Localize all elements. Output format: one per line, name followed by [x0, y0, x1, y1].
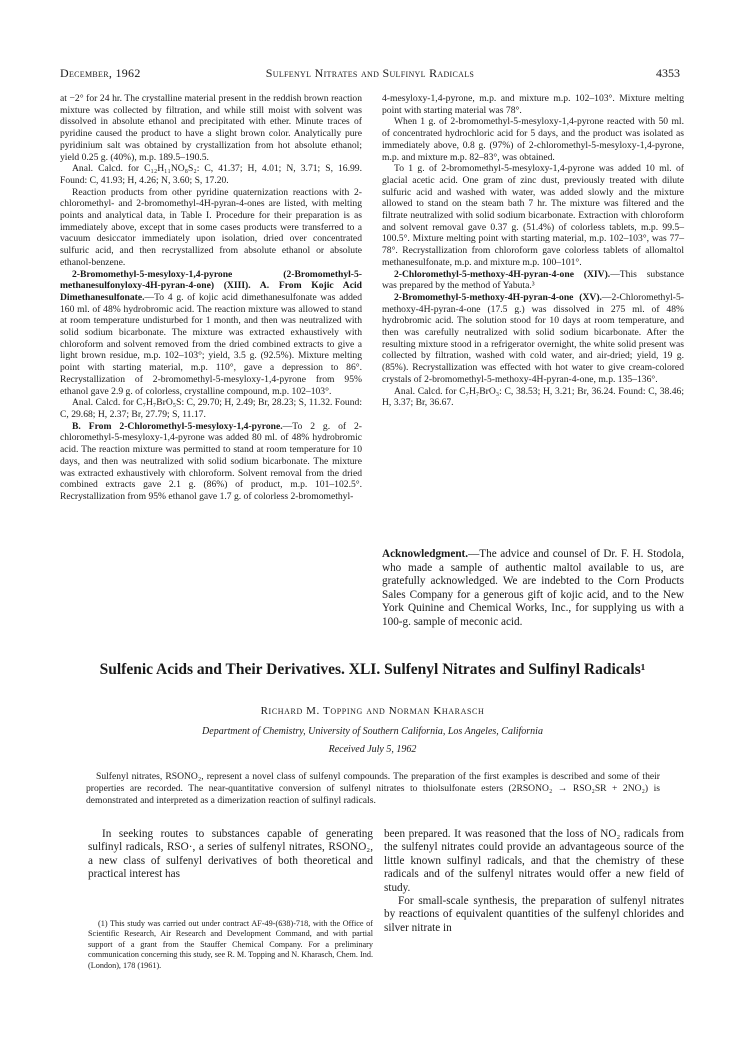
paragraph: To 1 g. of 2-bromomethyl-5-mesyloxy-1,4-pyrone was added 10 ml. of glacial acetic acid. One gram of zinc dust, previously treated with dilute sulfuric acid and washed with water, was added slowly and the mixture allowed to stand on the steam bath 7 hr. The mixture was filtered and the filtrate neutralized with solid sodium bicarbonate. Extraction with chloroform and solvent removal gave 0.37 g. (51.4%) of colorless tablets, m.p. 99.5–100.5°. Mixture melting point with starting material, m.p. 102–103°, was 77–78°. Recrystallization from chloroform gave colorless tablets of allomaltol methanesulfonate, m.p. and mixture m.p. 100–101°. — [382, 163, 684, 268]
analysis-paragraph: Anal. Calcd. for C₁₂H₁₁NO₈S₂: C, 41.37; H, 4.01; N, 3.71; S, 16.99. Found: C, 41.93; H, 4.26; N, 3.60; S, 17.20. — [60, 163, 362, 186]
body-paragraph: For small-scale synthesis, the preparation of sulfenyl nitrates by reactions of equivalent quantities of the sulfenyl chlorides and silver nitrate in — [384, 895, 684, 934]
procedure-text: —2-Chloromethyl-5-methoxy-4H-pyran-4-one (17.5 g.) was dissolved in 275 ml. of 48% hydrobromic acid. The solution stood for 10 days at room temperature, and then was carefully neutralized with solid sodium bicarbonate. After the resulting mixture stood in a refrigerator overnight, the white solid present was collected by filtration, washed with cold water, and air-dried; yield, 19 g. (85%). Recrystallization was effected with hot water to give cream-colored crystals of 2-bromomethyl-5-methoxy-4H-pyran-4-one, m.p. 135–136°. — [382, 291, 684, 385]
paragraph — [60, 421, 362, 503]
paragraph — [60, 269, 362, 398]
abstract — [86, 771, 660, 806]
acknowledgment — [382, 548, 684, 630]
body-left-column — [88, 828, 373, 882]
paragraph — [382, 269, 684, 292]
body-right-column — [384, 828, 684, 935]
footnote — [88, 919, 373, 971]
procedure-text: —To 2 g. of 2-chloromethyl-5-mesyloxy-1,4-pyrone was added 80 ml. of 48% hydrobromic acid. The reaction mixture was permitted to stand at room temperature for 10 days, and then was neutralized with solid sodium bicarbonate. The mixture was extracted exhaustively with chloroform. Solvent removal from the dried combined extracts gave 2.1 g. (86%) of product, m.p. 101–102.5°. Recrystallization from 95% ethanol gave 1.7 g. of colorless 2-bromomethyl- — [60, 420, 362, 502]
compound-heading: 2-Bromomethyl-5-methoxy-4H-pyran-4-one (XV). — [394, 291, 602, 303]
compound-heading: 2-Bromomethyl-5-mesyloxy-1,4-pyrone (2-Bromomethyl-5-methanesulfonyloxy-4H-pyran-4-one) (XIII). A. From Kojic Acid Dimethanesulfonate. — [60, 268, 362, 303]
running-header — [60, 66, 680, 84]
paragraph — [382, 292, 684, 386]
left-column — [60, 93, 362, 503]
acknowledgment-label: Acknowledgment. — [382, 548, 469, 560]
procedure-text: —To 4 g. of kojic acid dimethanesulfonate was added 160 ml. of 48% hydrobromic acid. The reaction mixture was allowed to stand at room temperature undisturbed for 1 month, and then was neutralized with solid sodium bicarbonate. The mixture was extracted exhaustively with chloroform and solvent removed from the dried combined extracts to give a light brown residue, m.p. 102–103°; yield, 3.5 g. (92.5%). Mixture melting point with starting material, m.p. 110°, gave a depression to 86°. Recrystallization of 2-bromomethyl-5-mesyloxy-1,4-pyrone from 95% ethanol gave 2.9 g. of colorless, crystalline compound, m.p. 102–103°. — [60, 291, 362, 397]
analysis-paragraph: Anal. Calcd. for C₇H₇BrO₃: C, 38.53; H, 3.21; Br, 36.24. Found: C, 38.46; H, 3.37; Br, 36.67. — [382, 385, 684, 409]
page-number: 4353 — [656, 66, 680, 80]
article-authors: Richard M. Topping and Norman Kharasch — [260, 705, 485, 717]
received-date: Received July 5, 1962 — [328, 744, 417, 755]
paragraph: 4-mesyloxy-1,4-pyrone, m.p. and mixture m.p. 102–103°. Mixture melting point with starting material was 78°. — [382, 93, 684, 116]
paragraph: When 1 g. of 2-bromomethyl-5-mesyloxy-1,4-pyrone reacted with 50 ml. of concentrated hydrochloric acid for 5 days, and the product was isolated as immediately above, 0.8 g. (97%) of 2-chloromethyl-5-mesyloxy-1,4-pyrone, m.p. and mixture m.p. 82–83°, was obtained. — [382, 116, 684, 163]
header-date: December, 1962 — [60, 66, 141, 80]
body-paragraph: been prepared. It was reasoned that the loss of NO₂ radicals from the sulfenyl nitrates could provide an advantageous source of the little known sulfinyl radicals, and that the chemistry of these radicals and of the sulfenyl nitrates would offer a new field of study. — [384, 828, 684, 894]
body-paragraph: In seeking routes to substances capable of generating sulfinyl radicals, RSO·, a series of sulfenyl nitrates, RSONO₂, a new class of sulfenyl derivatives of both theoretical and practical interest has — [88, 828, 373, 881]
paragraph: at −2° for 24 hr. The crystalline material present in the reddish brown reaction mixture was collected by filtration, and while still moist with solvent was dissolved in absolute ethanol and precipitated with ether. Minute traces of pyridine caused the product to have a slight brown color. Analytically pure pyridinium salt was obtained by crystallization from hot absolute ethanol; yield 0.25 g. (40%), m.p. 189.5–190.5. — [60, 93, 362, 163]
abstract-text: Sulfenyl nitrates, RSONO₂, represent a novel class of sulfenyl compounds. The preparation of the first examples is described and some of their properties are recorded. The near-quantitative conversion of sulfenyl nitrates to thiolsulfonate esters (2RSONO₂ → RSO₂SR + 2NO₂) is demonstrated and interpreted as a dimerization reaction of sulfinyl radicals. — [86, 771, 660, 806]
author-affiliation: Department of Chemistry, University of Southern California, Los Angeles, California — [202, 726, 543, 737]
compound-heading: 2-Chloromethyl-5-methoxy-4H-pyran-4-one (XIV). — [394, 268, 611, 280]
acknowledgment-text: —The advice and counsel of Dr. F. H. Stodola, who made a sample of authentic maltol available to us, are gratefully acknowledged. We are indebted to the Corn Products Sales Company for a generous gift of kojic acid, and to the New York Quinine and Chemical Works, Inc., for supplying us with a 100-g. sample of meconic acid. — [382, 548, 684, 628]
compound-heading: B. From 2-Chloromethyl-5-mesyloxy-1,4-pyrone. — [72, 420, 283, 432]
procedure-text: —This substance was prepared by the method of Yabuta.³ — [382, 268, 684, 292]
right-column — [382, 93, 684, 409]
analysis-paragraph: Anal. Calcd. for C₇H₇BrO₅S: C, 29.70; H, 2.49; Br, 28.23; S, 11.32. Found: C, 29.68; H, 2.37; Br, 27.79; S, 11.17. — [60, 397, 362, 420]
header-title: Sulfenyl Nitrates and Sulfinyl Radicals — [265, 66, 475, 80]
paragraph: Reaction products from other pyridine quaternization reactions with 2-chloromethyl- and 2-bromomethyl-4H-pyran-4-ones are listed, with melting points and analytical data, in Table I. Procedure for their preparation is as immediately above, except that in some cases products were transferred to a vacuum desiccator immediately upon isolation, dried over concentrated sulfuric acid, and then recrystallized from absolute ethanol or absolute ethanol-benzene. — [60, 186, 362, 268]
footnote-text: (1) This study was carried out under contract AF-49-(638)-718, with the Office of Scientific Research, Air Research and Development Command, and with partial support of a grant from the Stauffer Chemical Company. For a preliminary communication concerning this study, see R. M. Topping and N. Kharasch, Chem. Ind. (London), 178 (1961). — [88, 919, 373, 970]
article-title: Sulfenic Acids and Their Derivatives. XLI. Sulfenyl Nitrates and Sulfinyl Radicals¹ — [99, 661, 646, 678]
